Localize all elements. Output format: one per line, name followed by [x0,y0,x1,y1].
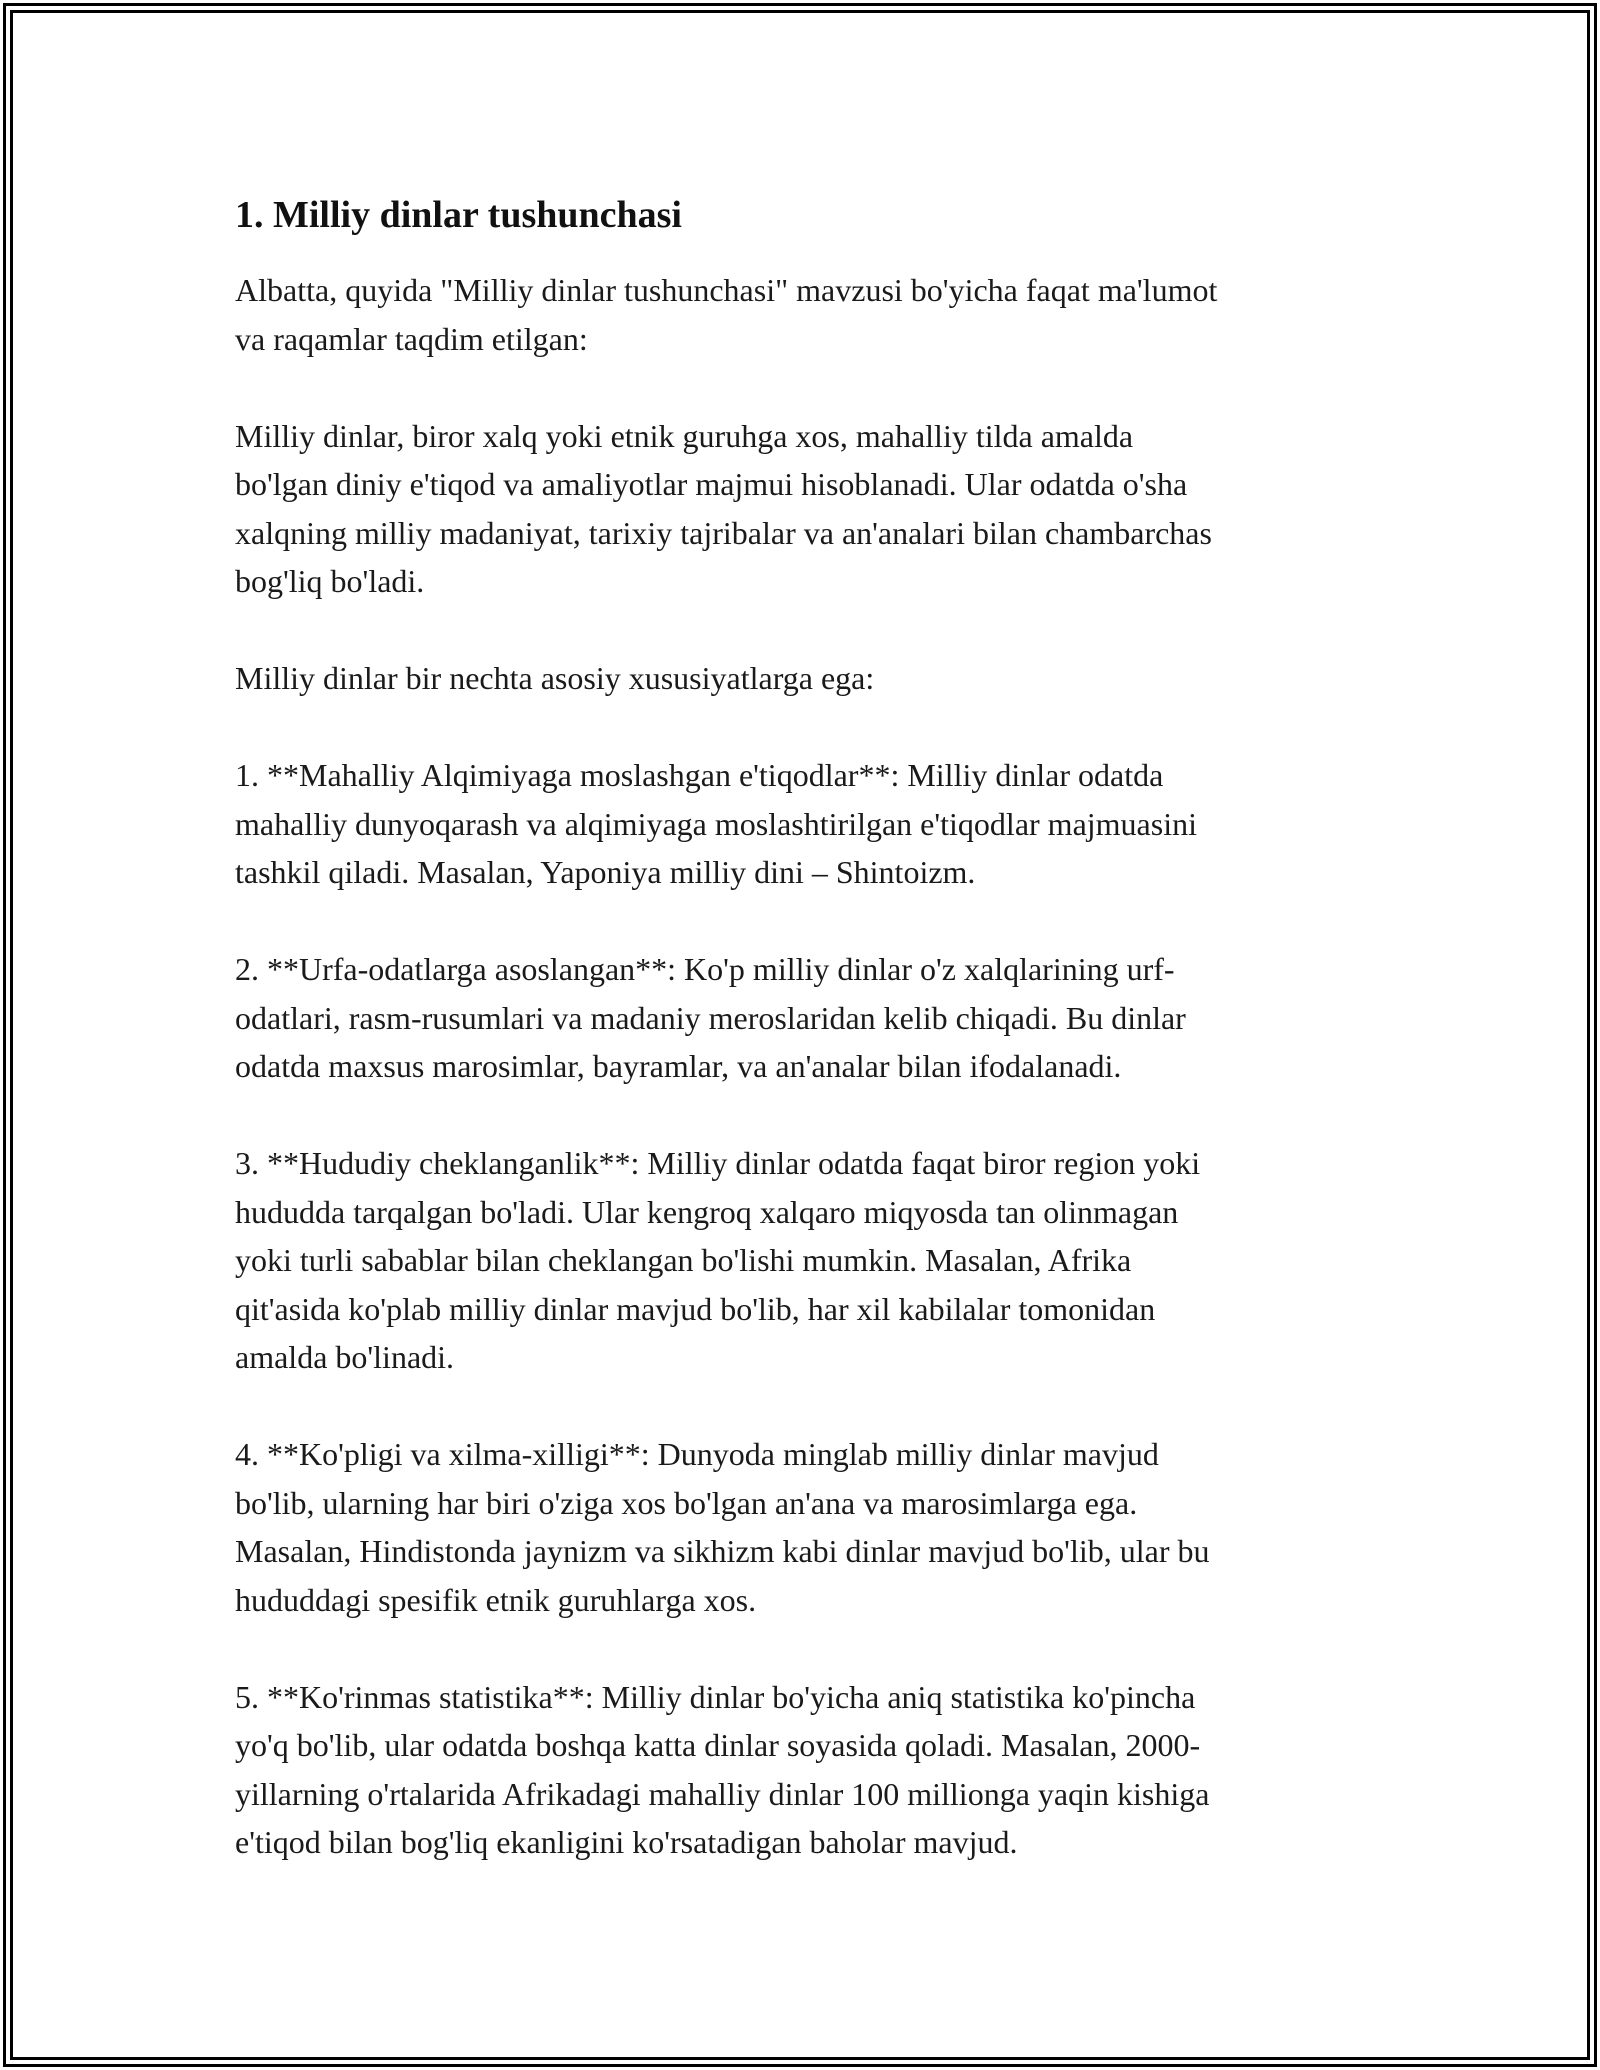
paragraph-line: 3. **Hududiy cheklanganlik**: Milliy dinlar odatda faqat biror region yoki [235,1145,1201,1181]
paragraph-line: Milliy dinlar bir nechta asosiy xususiyatlarga ega: [235,660,875,696]
paragraph [235,945,1375,1091]
paragraph [235,1139,1375,1382]
paragraph-line: 4. **Ko'pligi va xilma-xilligi**: Dunyoda minglab milliy dinlar mavjud [235,1436,1159,1472]
paragraph-list [235,266,1375,1867]
paragraph-line: odatda maxsus marosimlar, bayramlar, va an'analar bilan ifodalanadi. [235,1048,1122,1084]
paragraph-line: odatlari, rasm-rusumlari va madaniy meroslaridan kelib chiqadi. Bu dinlar [235,999,1186,1036]
paragraph [235,654,1375,703]
paragraph-line: 1. **Mahalliy Alqimiyaga moslashgan e'tiqodlar**: Milliy dinlar odatda [235,757,1164,793]
paragraph-line: 5. **Ko'rinmas statistika**: Milliy dinlar bo'yicha aniq statistika ko'pincha [235,1678,1196,1715]
paragraph [235,266,1375,363]
paragraph-line: e'tiqod bilan bog'liq ekanligini ko'rsatadigan baholar mavjud. [235,1824,1018,1860]
paragraph-line: qit'asida ko'plab milliy dinlar mavjud bo'lib, har xil kabilalar tomonidan [235,1290,1156,1327]
paragraph [235,1430,1375,1624]
paragraph [235,1673,1375,1867]
paragraph-line: Albatta, quyida "Milliy dinlar tushunchasi" mavzusi bo'yicha faqat ma'lumot [235,272,1218,308]
paragraph-line: va raqamlar taqdim etilgan: [235,320,588,357]
paragraph-line: bo'lgan diniy e'tiqod va amaliyotlar majmui hisoblanadi. Ular odatda o'sha [235,466,1188,502]
paragraph-line: yoki turli sabablar bilan cheklangan bo'lishi mumkin. Masalan, Afrika [235,1242,1132,1278]
paragraph [235,751,1375,897]
paragraph-line: Milliy dinlar, biror xalq yoki etnik guruhga xos, mahalliy tilda amalda [235,417,1134,454]
paragraph-line: xalqning milliy madaniyat, tarixiy tajribalar va an'analari bilan chambarchas [235,514,1212,551]
paragraph-line: amalda bo'linadi. [235,1339,455,1375]
paragraph-line: hududda tarqalgan bo'ladi. Ular kengroq xalqaro miqyosda tan olinmagan [235,1193,1179,1230]
paragraph-line: mahalliy dunyoqarash va alqimiyaga moslashtirilgan e'tiqodlar majmuasini [235,805,1197,842]
paragraph-line: tashkil qiladi. Masalan, Yaponiya milliy dini – Shintoizm. [235,854,976,890]
paragraph-line: bog'liq bo'ladi. [235,563,425,599]
document-heading: 1. Milliy dinlar tushunchasi [235,194,682,236]
document-body [235,190,1375,1915]
paragraph [235,412,1375,606]
paragraph-line: bo'lib, ularning har biri o'ziga xos bo'lgan an'ana va marosimlarga ega. [235,1484,1138,1521]
paragraph-line: Masalan, Hindistonda jaynizm va sikhizm kabi dinlar mavjud bo'lib, ular bu [235,1533,1210,1569]
paragraph-line: yo'q bo'lib, ular odatda boshqa katta dinlar soyasida qoladi. Masalan, 2000- [235,1727,1201,1763]
paragraph-line: hududdagi spesifik etnik guruhlarga xos. [235,1581,757,1618]
paragraph-line: yillarning o'rtalarida Afrikadagi mahalliy dinlar 100 millionga yaqin kishiga [235,1775,1210,1812]
paragraph-line: 2. **Urfa-odatlarga asoslangan**: Ko'p milliy dinlar o'z xalqlarining urf- [235,951,1175,987]
